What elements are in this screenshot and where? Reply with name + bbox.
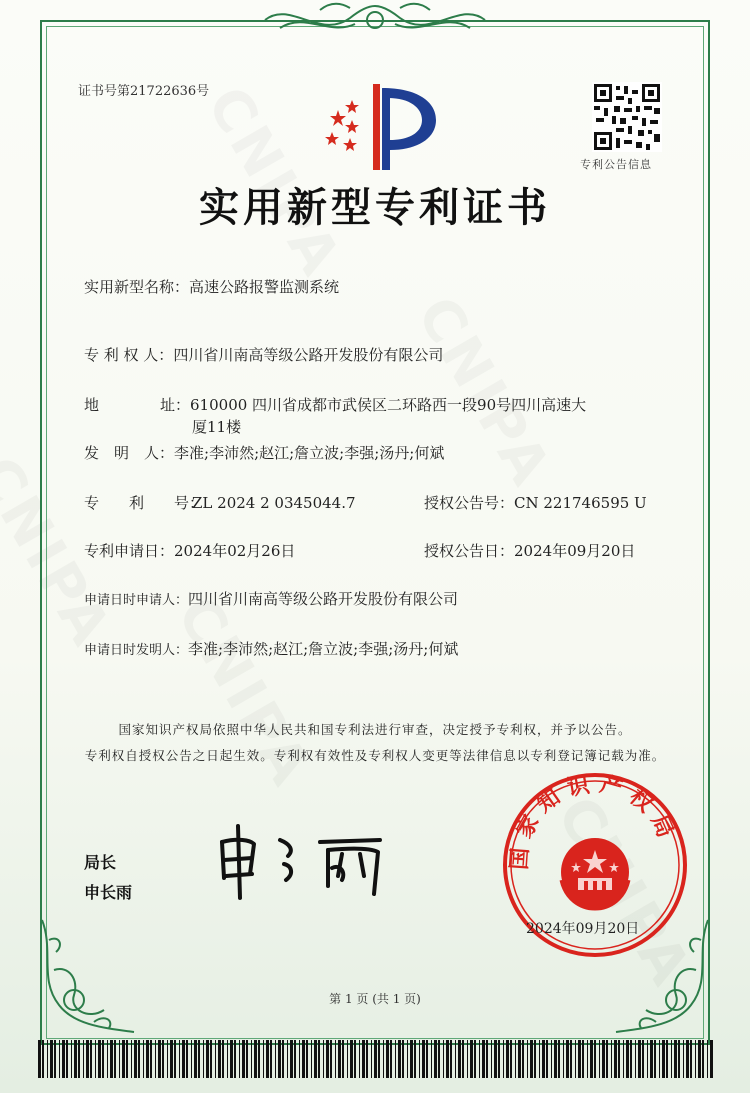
field-value: 厦11楼 <box>192 418 242 436</box>
field-applicant-at-filing <box>84 588 458 609</box>
field-patent-number <box>84 492 356 513</box>
field-grant-date <box>424 540 635 561</box>
bottom-left-ornament-icon <box>34 910 144 1040</box>
field-value: 李准;李沛然;赵江;詹立波;李强;汤丹;何斌 <box>174 444 445 462</box>
certificate-number: 证书号第21722636号 <box>78 84 210 99</box>
seal-date: 2024年09月20日 <box>526 921 640 937</box>
field-label: 实用新型名称： <box>84 278 190 296</box>
field-patentee <box>84 344 443 365</box>
qr-label: 专利公告信息 <box>580 158 652 171</box>
field-label: 专利申请日： <box>84 542 175 560</box>
field-value: 李准;李沛然;赵江;詹立波;李强;汤丹;何斌 <box>188 640 459 658</box>
field-grant-number <box>424 492 647 513</box>
field-label: 专 利 号： <box>84 494 205 512</box>
seal-text: 国家知识产权局 <box>507 771 681 871</box>
page-number: 第 1 页 (共 1 页) <box>329 992 421 1006</box>
field-value: 2024年02月26日 <box>174 542 296 560</box>
field-label: 申请日时申请人： <box>84 593 189 608</box>
field-value: 四川省川南高等级公路开发股份有限公司 <box>188 590 459 608</box>
field-value: 610000 四川省成都市武侯区二环路西一段90号四川高速大 <box>190 396 587 414</box>
field-inventors-at-filing <box>84 638 458 659</box>
field-label: 地 <box>84 396 100 414</box>
field-label: 申请日时发明人： <box>84 643 189 658</box>
notice-line-2: 专利权自授权公告之日起生效。专利权有效性及专利权人变更等法律信息以专利登记簿记载为准。 <box>84 748 666 763</box>
field-filing-date <box>84 540 295 561</box>
field-value: CN 221746595 U <box>514 494 647 512</box>
field-label: 址： <box>160 396 191 414</box>
field-label: 授权公告号： <box>424 494 515 512</box>
qr-code-icon <box>592 82 662 152</box>
field-label: 授权公告日： <box>424 542 515 560</box>
field-utility-model-name <box>84 276 339 297</box>
cnipa-logo-icon <box>318 80 440 172</box>
field-label: 发 明 人： <box>84 444 175 462</box>
certificate-title: 实用新型专利证书 <box>199 184 551 231</box>
field-value: 2024年09月20日 <box>514 542 636 560</box>
field-label: 专 利 权 人： <box>84 346 174 364</box>
field-value: 四川省川南高等级公路开发股份有限公司 <box>173 346 444 364</box>
top-ornament-icon <box>260 0 490 40</box>
handwritten-signature-icon <box>210 820 400 900</box>
field-inventors <box>84 442 444 463</box>
field-value: ZL 2024 2 0345044.7 <box>192 494 356 512</box>
barcode-icon <box>36 1040 716 1078</box>
director-title: 局长 <box>84 853 117 872</box>
field-address <box>84 394 586 415</box>
director-name: 申长雨 <box>84 883 133 902</box>
field-address-line2 <box>192 416 241 437</box>
notice-line-1: 国家知识产权局依照中华人民共和国专利法进行审查，决定授予专利权，并予以公告。 <box>118 722 632 737</box>
field-value: 高速公路报警监测系统 <box>189 278 340 296</box>
